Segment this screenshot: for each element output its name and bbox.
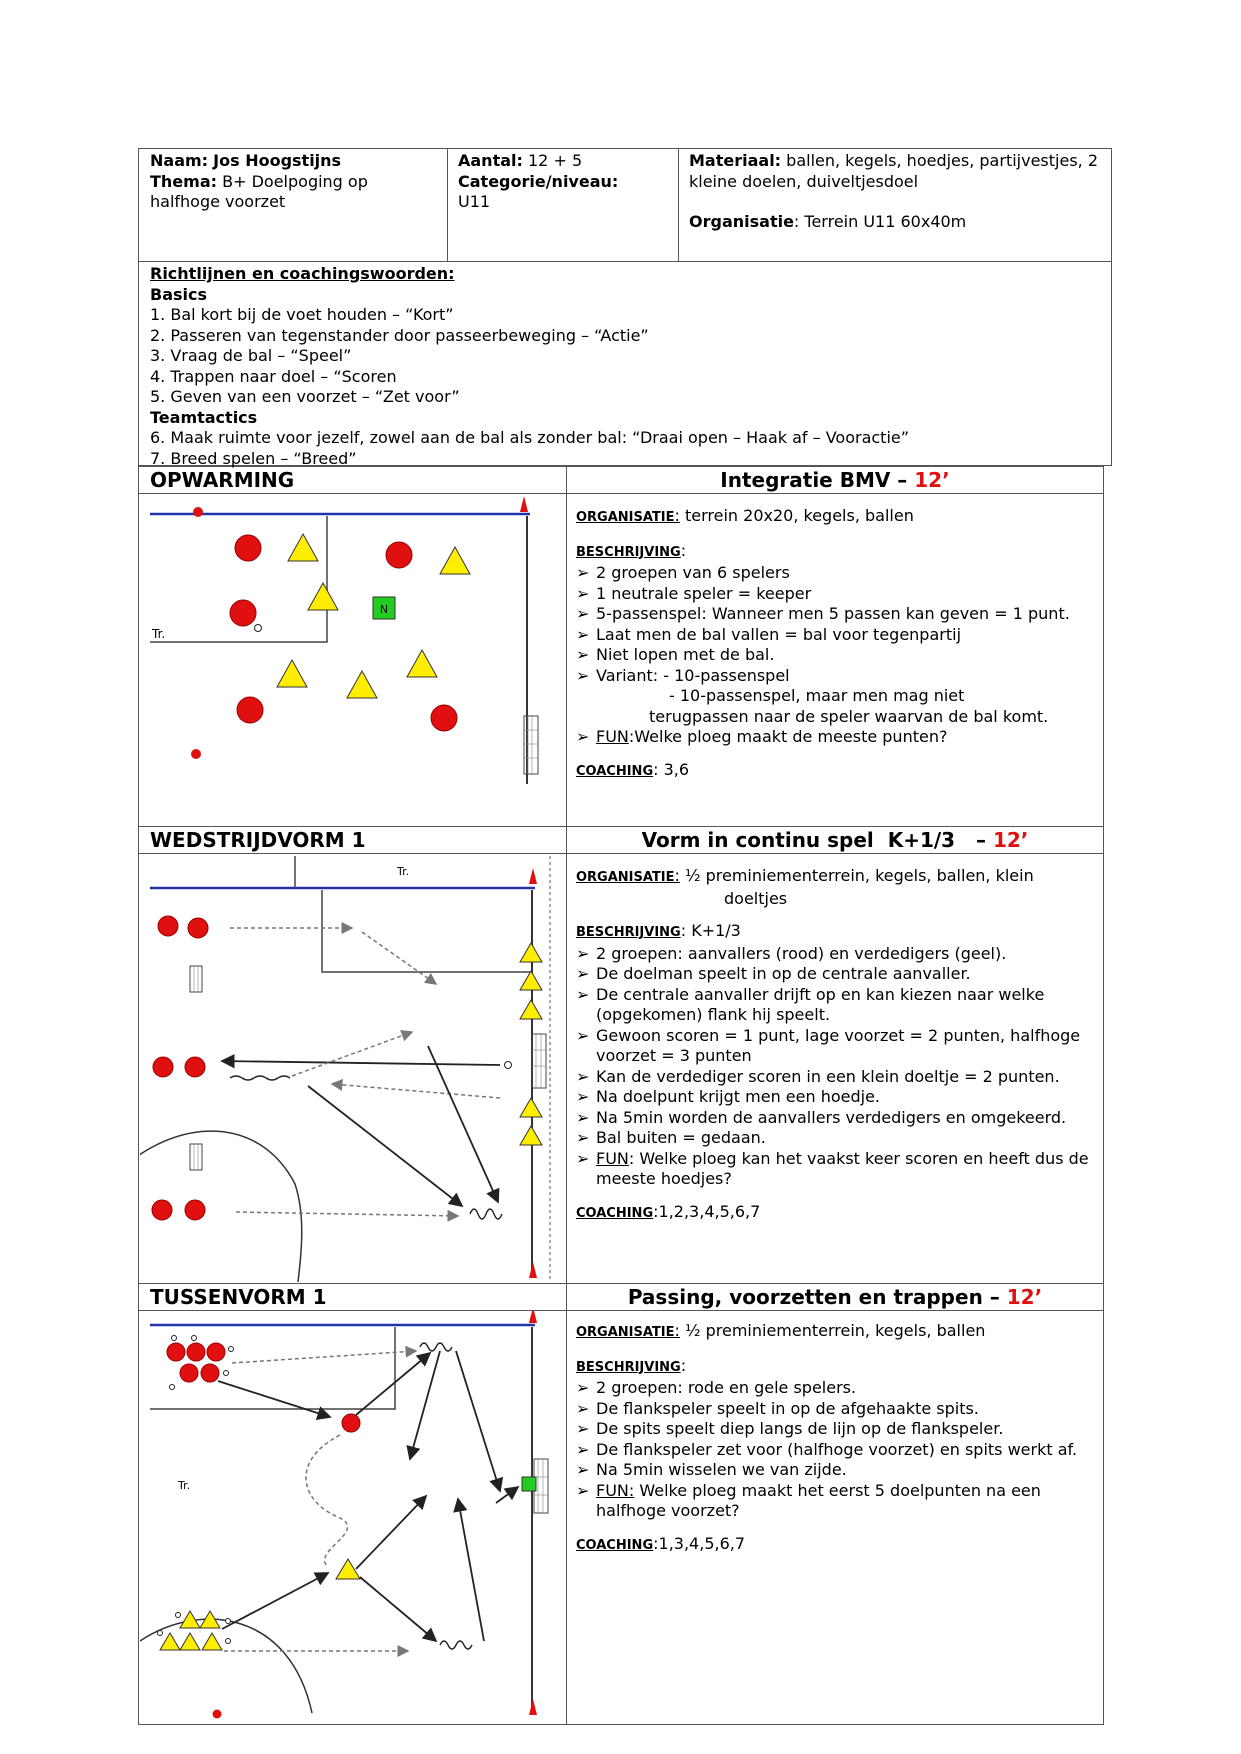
player-red — [235, 535, 261, 561]
diagram-wedstrijdvorm — [140, 854, 565, 1282]
small-goal-icon — [190, 1144, 202, 1170]
player-red — [180, 1364, 198, 1382]
player-red — [207, 1343, 225, 1361]
bullet-item: ➢ Na 5min worden de aanvallers verdedigers en omgekeerd. — [576, 1107, 1067, 1127]
bullet-item: ➢ Bal buiten = gedaan. — [576, 1128, 766, 1147]
section-title: Vorm in continu spel K+1/3 – — [641, 828, 986, 852]
organisatie-value: : Terrein U11 60x40m — [793, 212, 967, 231]
player-yellow — [347, 671, 377, 698]
player-red — [185, 1200, 205, 1220]
desc-label: BESCHRIJVING — [576, 925, 681, 940]
bullet-item: ➢ 1 neutrale speler = keeper — [576, 583, 812, 603]
player-red — [152, 1200, 172, 1220]
header-col-divider-2 — [678, 148, 679, 261]
player-red — [230, 600, 256, 626]
diagram-opwarming — [140, 494, 565, 824]
player-red — [153, 1057, 173, 1077]
basics-item: 5. Geven van een voorzet – “Zet voor” — [150, 387, 460, 406]
aantal-label: Aantal: — [458, 151, 523, 170]
cone-icon — [529, 868, 537, 884]
header-cell-aantal — [458, 151, 673, 213]
neutral-label: N — [379, 603, 389, 616]
cone-dot — [193, 507, 203, 517]
basics-item: 4. Trappen naar doel – “Scoren — [150, 366, 397, 386]
player-yellow — [520, 1000, 542, 1019]
player-red — [158, 916, 178, 936]
cone-icon — [529, 1311, 537, 1323]
basics-item: 3. Vraag de bal – “Speel” — [150, 346, 352, 365]
bullet-item: ➢ 5-passenspel: Wanneer men 5 passen kan geven = 1 punt. — [576, 604, 1070, 623]
section-title-right — [566, 828, 1104, 852]
naam-value: Jos Hoogstijns — [213, 151, 342, 170]
org-label: ORGANISATIE — [576, 1325, 675, 1340]
team-item: 7. Breed spelen – “Breed” — [150, 448, 357, 468]
player-red — [185, 1057, 205, 1077]
section-title: Passing, voorzetten en trappen – — [627, 1285, 1000, 1309]
coaching-label: COACHING — [576, 1537, 654, 1553]
richtlijnen-title: Richtlijnen en coachingswoorden: — [150, 264, 455, 283]
section-title-right — [566, 468, 1104, 492]
bullet-item: ➢ Kan de verdediger scoren in een klein doeltje = 2 punten. — [576, 1066, 1060, 1086]
bullet-item: ➢ De centrale aanvaller drijft op en kan kiezen naar welke (opgekomen) flank hij speelt. — [576, 984, 1045, 1024]
thema-value: B+ Doelpoging op halfhoge voorzet — [150, 171, 368, 211]
teamtactics-title: Teamtactics — [150, 407, 258, 427]
section-title-left: TUSSENVORM 1 — [150, 1285, 327, 1309]
bullet-item: ➢ De doelman speelt in op de centrale aanvaller. — [576, 964, 971, 983]
ball-icon — [505, 1062, 512, 1069]
cone-icon — [520, 496, 528, 512]
goal-icon — [532, 1034, 546, 1088]
org-text: ½ preminiementerrein, kegels, ballen, klein doeltjes — [685, 866, 1034, 908]
bullet-item: ➢ 2 groepen: rode en gele spelers. — [576, 1378, 857, 1397]
penalty-arc — [140, 1619, 312, 1713]
org-text: ½ preminiementerrein, kegels, ballen — [685, 1321, 986, 1340]
section-description: ORGANISATIE: terrein 20x20, kegels, ballen BESCHRIJVING: ➢ 2 groepen van 6 spelers ➢ 1 neutrale speler = keeper ➢ 5-passenspel: Wanneer men 5 passen kan geven = 1 punt. ➢ Laat men de bal vallen = bal voor tegenpartij ➢ Niet lopen met de bal. ➢ Variant: - 10-passenspel - 10-passenspel, maar men mag niet terugpassen naar de speler waarvan de bal komt. ➢ FUN:Welke ploeg maakt de meeste punten? COACHING: 3,6 — [576, 506, 1096, 782]
bullet-item: ➢ De flankspeler speelt in op de afgehaakte spits. — [576, 1398, 979, 1418]
bullet-item: ➢ 2 groepen: aanvallers (rood) en verdedigers (geel). — [576, 943, 1007, 963]
bullet-item: ➢ Laat men de bal vallen = bal voor tegenpartij — [576, 624, 962, 644]
player-red — [237, 697, 263, 723]
player-yellow — [520, 943, 542, 962]
player-yellow — [520, 1098, 542, 1117]
bullet-fun: ➢ FUN:Welke ploeg maakt de meeste punten? — [576, 727, 948, 746]
desc-extra: : — [680, 1355, 687, 1375]
bullet-fun: ➢ FUN: Welke ploeg maakt het eerst 5 doelpunten na een halfhoge voorzet? — [576, 1480, 1041, 1520]
coaching-label: COACHING — [576, 763, 654, 779]
materiaal-label: Materiaal: — [689, 151, 782, 170]
bullet-item: ➢ Variant: - 10-passenspel — [576, 665, 790, 685]
player-yellow — [440, 547, 470, 574]
player-red — [431, 705, 457, 731]
zone-line — [322, 890, 530, 972]
cone-icon — [529, 1262, 537, 1278]
section-title: Integratie BMV – — [720, 468, 908, 492]
bullet-item: ➢ Niet lopen met de bal. — [576, 645, 775, 664]
bullet-item: ➢ De flankspeler zet voor (halfhoge voorzet) en spits werkt af. — [576, 1439, 1078, 1459]
cone-icon — [529, 1699, 537, 1715]
basics-item: 2. Passeren van tegenstander door passeerbeweging – “Actie” — [150, 325, 649, 345]
player-yellow — [180, 1633, 200, 1650]
section-time: 12’ — [1006, 1285, 1043, 1309]
header-cell-materiaal — [689, 151, 1099, 233]
variant-line: - 10-passenspel, maar men mag niet — [669, 686, 965, 705]
coaching-text: :1,3,4,5,6,7 — [653, 1533, 746, 1553]
player-red — [188, 918, 208, 938]
basics-title: Basics — [150, 284, 208, 304]
org-label: ORGANISATIE — [576, 870, 675, 885]
ball-icon — [255, 625, 262, 632]
header-divider — [138, 261, 1112, 262]
player-yellow — [407, 650, 437, 677]
player-yellow — [160, 1633, 180, 1650]
bullet-item: ➢ De spits speelt diep langs de lijn op de flankspeler. — [576, 1419, 1004, 1438]
bullet-item: ➢ Na 5min wisselen we van zijde. — [576, 1460, 847, 1479]
section-time: 12’ — [992, 828, 1029, 852]
coaching-label: COACHING — [576, 1205, 654, 1221]
player-red — [201, 1364, 219, 1382]
player-yellow — [520, 971, 542, 990]
bullet-item: ➢ Gewoon scoren = 1 punt, lage voorzet = 2 punten, halfhoge voorzet = 3 punten — [576, 1025, 1081, 1065]
player-red — [342, 1414, 360, 1432]
player-yellow — [288, 534, 318, 561]
naam-label: Naam: — [150, 151, 209, 170]
basics-item: 1. Bal kort bij de voet houden – “Kort” — [150, 305, 454, 324]
variant-line: terugpassen naar de speler waarvan de bal komt. — [649, 706, 1049, 726]
section-title-left: WEDSTRIJDVORM 1 — [150, 828, 366, 852]
org-label: ORGANISATIE — [576, 510, 675, 525]
coaching-text: :1,2,3,4,5,6,7 — [653, 1201, 761, 1221]
desc-extra: : K+1/3 — [680, 921, 741, 940]
desc-extra: : — [680, 540, 687, 560]
thema-label: Thema: — [150, 171, 218, 191]
trainer-label: Tr. — [152, 627, 166, 641]
header-cell-name — [150, 151, 442, 213]
section-title-left: OPWARMING — [150, 468, 295, 492]
bullet-fun: ➢ FUN: Welke ploeg kan het vaakst keer scoren en heeft dus de meeste hoedjes? — [576, 1148, 1089, 1188]
trainer-label: Tr. — [397, 865, 410, 878]
row-line — [138, 826, 1104, 827]
desc-label: BESCHRIJVING — [576, 1359, 681, 1375]
materiaal-value: ballen, kegels, hoedjes, partijvestjes, 2 kleine doelen, duiveltjesdoel — [689, 151, 1098, 191]
categorie-value: U11 — [458, 192, 491, 211]
player-yellow — [308, 583, 338, 610]
bullet-item: ➢ 2 groepen van 6 spelers — [576, 563, 790, 582]
player-yellow — [520, 1126, 542, 1145]
player-red — [386, 542, 412, 568]
header-col-divider-1 — [447, 148, 448, 261]
desc-label: BESCHRIJVING — [576, 544, 681, 560]
player-yellow — [277, 660, 307, 687]
coaching-text: : 3,6 — [653, 759, 690, 779]
cone-dot — [191, 749, 201, 759]
section-time: 12’ — [914, 468, 950, 492]
section-description: ORGANISATIE: ½ preminiementerrein, kegels, ballen BESCHRIJVING: ➢ 2 groepen: rode en gele spelers. ➢ De flankspeler speelt in op de afgehaakte spits. ➢ De spits speelt diep langs de lijn op de flankspeler. ➢ De flankspeler zet voor (halfhoge voorzet) en spits werkt af. ➢ Na 5min wisselen we van zijde. ➢ FUN: Welke ploeg maakt het eerst 5 doelpunten na een halfhoge voorzet? COACHING:1,3,4,5,6,7 — [576, 1321, 1096, 1556]
categorie-label: Categorie/niveau: — [458, 171, 619, 191]
trainer-label: Tr. — [178, 1479, 191, 1492]
row-line — [138, 1283, 1104, 1284]
bullet-item: ➢ Na doelpunt krijgt men een hoedje. — [576, 1087, 881, 1106]
small-goal-icon — [190, 966, 202, 992]
section-description: ORGANISATIE: ½ preminiementerrein, kegels, ballen, klein doeltjes BESCHRIJVING: K+1/3 ➢ 2 groepen: aanvallers (rood) en verdedigers (geel). ➢ De doelman speelt in op de centrale aanvaller. ➢ De centrale aanvaller drijft op en kan kiezen naar welke (opgekomen) flank hij speelt. ➢ Gewoon scoren = 1 punt, lage voorzet = 2 punten, halfhoge voorzet = 3 punten ➢ Kan de verdediger scoren in een klein doeltje = 2 punten. ➢ Na doelpunt krijgt men een hoedje. ➢ Na 5min worden de aanvallers verdedigers en omgekeerd. ➢ Bal buiten = gedaan. ➢ FUN: Welke ploeg kan het vaakst keer scoren en heeft dus de meeste hoedjes? COACHING:1,2,3,4,5,6,7 — [576, 866, 1096, 1224]
diagram-tussenvorm — [140, 1311, 565, 1723]
keeper-icon — [522, 1477, 536, 1491]
richtlijnen-block — [150, 264, 1100, 469]
cone-dot — [213, 1710, 222, 1719]
player-red — [167, 1343, 185, 1361]
player-yellow — [202, 1633, 222, 1650]
org-text: terrein 20x20, kegels, ballen — [685, 506, 914, 525]
sections-mid-divider — [566, 466, 567, 1725]
organisatie-label: Organisatie — [689, 212, 794, 231]
aantal-value: 12 + 5 — [528, 151, 583, 170]
section-title-right — [566, 1285, 1104, 1309]
player-red — [187, 1343, 205, 1361]
team-item: 6. Maak ruimte voor jezelf, zowel aan de bal als zonder bal: “Draai open – Haak af – Vooractie” — [150, 428, 910, 447]
